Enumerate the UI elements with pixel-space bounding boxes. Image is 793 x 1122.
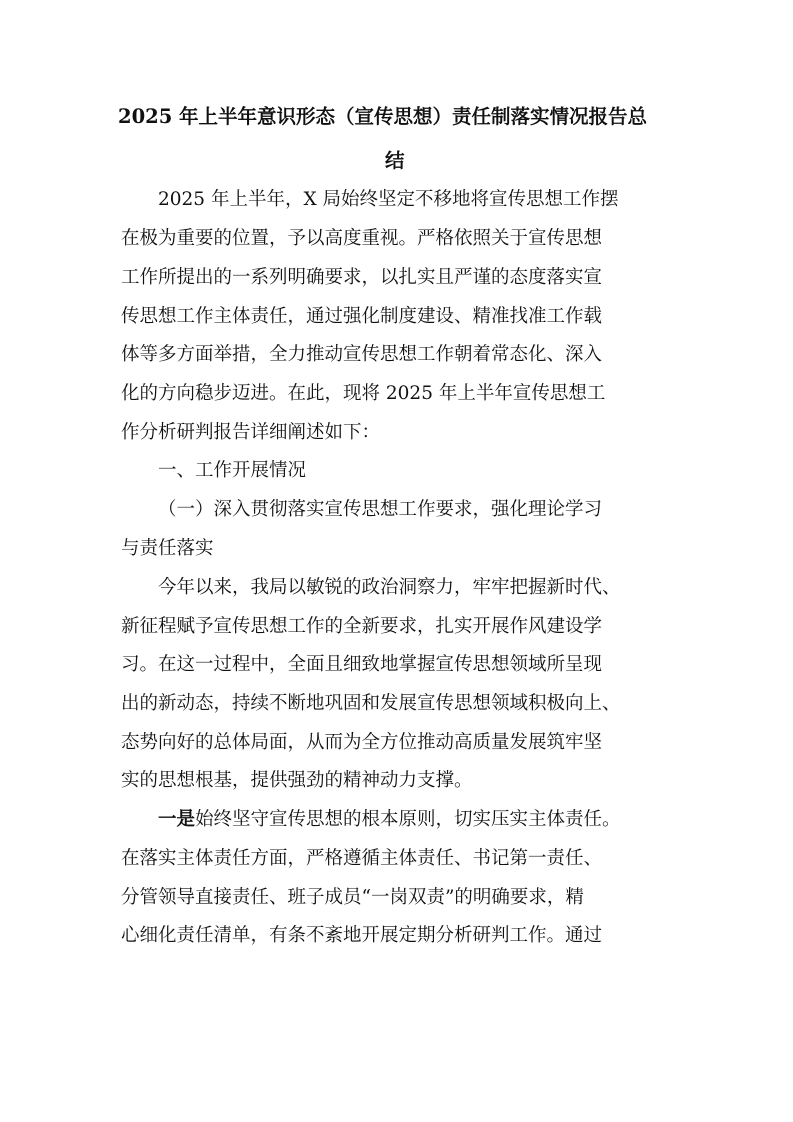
paragraph-line: 化的方向稳步迈进。在此，现将 2025 年上半年宣传思想工 — [121, 383, 606, 404]
paragraph-line: 分管领导直接责任、班子成员“一岗双责”的明确要求，精 — [121, 887, 584, 908]
paragraph-line: 习。在这一过程中，全面且细致地掌握宣传思想领域所呈现 — [121, 654, 603, 675]
section-heading: 一、工作开展情况 — [158, 460, 307, 481]
paragraph-line: 2025 年上半年，X 局始终坚定不移地将宣传思想工作摆 — [158, 189, 619, 210]
document-title-line-2: 结 — [385, 149, 405, 172]
paragraph-line: 在落实主体责任方面，严格遵循主体责任、书记第一责任、 — [121, 848, 603, 869]
lead-text: 始终坚守宣传思想的根本原则，切实压实主体责任。 — [195, 809, 621, 830]
paragraph-line — [158, 807, 621, 833]
document-title-line-1: 2025 年上半年意识形态（宣传思想）责任制落实情况报告总 — [118, 105, 648, 128]
subsection-heading-line: （一）深入贯彻落实宣传思想工作要求，强化理论学习 — [158, 499, 603, 520]
paragraph-line: 作分析研判报告详细阐述如下： — [121, 422, 381, 443]
paragraph-line: 体等多方面举措，全力推动宣传思想工作朝着常态化、深入 — [121, 344, 603, 365]
paragraph-line: 工作所提出的一系列明确要求，以扎实且严谨的态度落实宣 — [121, 267, 603, 288]
paragraph-line: 新征程赋予宣传思想工作的全新要求，扎实开展作风建设学 — [121, 616, 603, 637]
paragraph-line: 传思想工作主体责任，通过强化制度建设、精准找准工作载 — [121, 306, 603, 327]
paragraph-line: 在极为重要的位置，予以高度重视。严格依照关于宣传思想 — [121, 228, 603, 249]
paragraph-line: 态势向好的总体局面，从而为全方位推动高质量发展筑牢坚 — [121, 732, 603, 753]
paragraph-line: 今年以来，我局以敏锐的政治洞察力，牢牢把握新时代、 — [158, 577, 621, 598]
subsection-heading-line: 与责任落实 — [121, 538, 214, 559]
paragraph-line: 出的新动态，持续不断地巩固和发展宣传思想领域积极向上、 — [121, 693, 621, 714]
lead-bold-text: 一是 — [158, 809, 196, 830]
paragraph-line: 实的思想根基，提供强劲的精神动力支撑。 — [121, 770, 473, 791]
paragraph-line: 心细化责任清单，有条不紊地开展定期分析研判工作。通过 — [121, 925, 603, 946]
